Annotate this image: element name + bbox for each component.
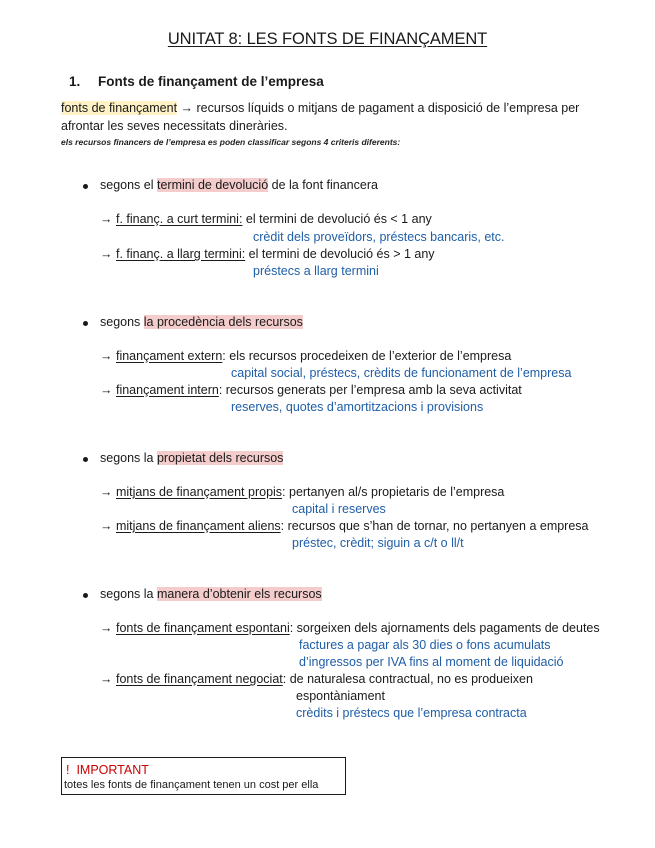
item-desc: : recursos generats per l’empresa amb la seva activitat: [218, 383, 522, 397]
intro-arrow: →: [177, 101, 197, 115]
criterion-2: [100, 315, 303, 329]
important-text: totes les fonts de finançament tenen un cost per ella: [64, 779, 319, 791]
criterion-1-item-1-examples: crèdit dels proveïdors, préstecs bancaris, etc.: [253, 230, 505, 244]
criterion-1: [100, 178, 378, 192]
important-heading: [66, 763, 149, 777]
criterion-4-highlight: manera d’obtenir els recursos: [156, 587, 322, 601]
section-heading: Fonts de finançament de l’empresa: [98, 74, 324, 89]
criterion-1-item-2-examples: préstecs a llarg termini: [253, 264, 379, 278]
criterion-1-highlight: termini de devolució: [156, 178, 269, 192]
criterion-1-item-1: [100, 212, 432, 226]
intro-def-line1: recursos líquids o mitjans de pagament a disposició de l’empresa per: [196, 101, 580, 115]
criterion-3-item-1-examples: capital i reserves: [292, 502, 386, 516]
criterion-2-item-2-examples: reserves, quotes d’amortitzacions i provisions: [231, 400, 484, 414]
criterion-4-item-2-desc-cont: espontàniament: [296, 689, 385, 703]
arrow: →: [100, 383, 116, 397]
item-desc: : els recursos procedeixen de l’exterior de l’empresa: [222, 349, 512, 363]
item-term: mitjans de finançament aliens: [115, 519, 281, 533]
intro-note: els recursos financers de l’empresa es poden classificar segons 4 criteris diferents:: [61, 137, 401, 147]
criterion-4-item-1-examples-1: factures a pagar als 30 dies o fons acumulats: [299, 638, 551, 652]
criterion-2-item-2: [100, 383, 522, 397]
criterion-3: [100, 451, 283, 465]
criterion-3-prefix: segons la: [100, 451, 157, 465]
arrow: →: [100, 485, 116, 499]
arrow: →: [100, 672, 116, 686]
intro-definition-line-2: afrontar les seves necessitats dineràries.: [61, 119, 288, 133]
criterion-4-item-2-examples: crèdits i préstecs que l’empresa contracta: [296, 706, 527, 720]
criterion-2-highlight: la procedència dels recursos: [143, 315, 303, 329]
criterion-3-item-2: [100, 519, 589, 533]
item-term: fonts de finançament negociat: [115, 672, 283, 686]
item-desc: : recursos que s’han de tornar, no pertanyen a empresa: [280, 519, 589, 533]
item-desc: el termini de devolució és > 1 any: [245, 247, 435, 261]
arrow: →: [100, 212, 116, 226]
item-desc: : pertanyen al/s propietaris de l’empresa: [282, 485, 505, 499]
item-term: finançament extern: [115, 349, 223, 363]
criterion-4-prefix: segons la: [100, 587, 157, 601]
criterion-1-prefix: segons el: [100, 178, 157, 192]
item-desc: : de naturalesa contractual, no es produeixen: [282, 672, 533, 686]
item-term: fonts de finançament espontani: [115, 621, 290, 635]
item-desc: el termini de devolució és < 1 any: [242, 212, 432, 226]
page-title: UNITAT 8: LES FONTS DE FINANÇAMENT: [167, 30, 488, 48]
criterion-4-item-2: [100, 672, 533, 686]
criterion-3-item-1: [100, 485, 504, 499]
bullet-1: [83, 184, 88, 189]
item-desc: : sorgeixen dels ajornaments dels pagaments de deutes: [289, 621, 600, 635]
arrow: →: [100, 247, 116, 261]
item-term: f. finanç. a curt termini:: [115, 212, 243, 226]
bullet-2: [83, 321, 88, 326]
criterion-2-item-1: [100, 349, 511, 363]
item-term: mitjans de finançament propis: [115, 485, 283, 499]
exclamation-icon: !: [66, 763, 70, 777]
bullet-3: [83, 457, 88, 462]
arrow: →: [100, 519, 116, 533]
criterion-1-suffix: de la font financera: [268, 178, 378, 192]
arrow: →: [100, 349, 116, 363]
important-label: IMPORTANT: [76, 763, 149, 777]
criterion-2-prefix: segons: [100, 315, 144, 329]
criterion-3-item-2-examples: préstec, crèdit; siguin a c/t o ll/t: [292, 536, 464, 550]
criterion-1-item-2: [100, 247, 435, 261]
important-callout: [61, 757, 346, 795]
criterion-4: [100, 587, 322, 601]
intro-definition-line-1: [61, 101, 579, 115]
bullet-4: [83, 593, 88, 598]
criterion-4-item-1-examples-2: d’ingressos per IVA fins al moment de liquidació: [299, 655, 564, 669]
item-term: f. finanç. a llarg termini:: [115, 247, 246, 261]
item-term: finançament intern: [115, 383, 219, 397]
section-number: 1.: [69, 74, 81, 89]
criterion-2-item-1-examples: capital social, préstecs, crèdits de funcionament de l’empresa: [231, 366, 572, 380]
arrow: →: [100, 621, 116, 635]
criterion-4-item-1: [100, 621, 600, 635]
intro-term: fonts de finançament: [61, 101, 178, 115]
criterion-3-highlight: propietat dels recursos: [156, 451, 284, 465]
